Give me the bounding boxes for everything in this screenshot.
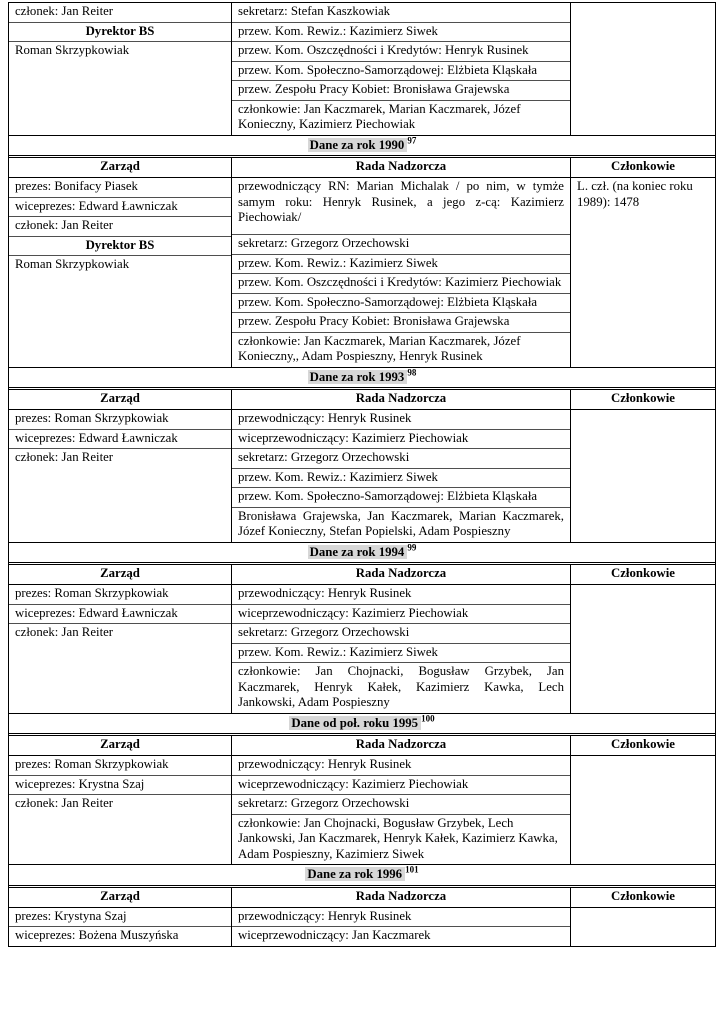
table-cell: wiceprezes: Bożena Muszyńska — [15, 928, 179, 942]
empty-cell — [571, 756, 715, 864]
table-cell: prezes: Roman Skrzypkowiak — [9, 756, 231, 776]
czlonkowie-column — [570, 908, 715, 947]
column-header-czlonkowie: Członkowie — [570, 565, 715, 584]
table-cell: członek: Jan Reiter — [15, 796, 114, 810]
column-header-rada: Rada Nadzorcza — [231, 390, 570, 409]
section-header-1995 — [9, 713, 715, 735]
table-cell: Roman Skrzypkowiak — [15, 257, 130, 271]
table-cell: przewodniczący: Henryk Rusinek — [232, 410, 570, 430]
table-cell: przew. Kom. Rewiz.: Kazimierz Siwek — [232, 644, 570, 664]
table-cell: członkowie: Jan Kaczmarek, Marian Kaczmarek, Józef Konieczny, Kazimierz Piechowiak — [238, 101, 521, 131]
table-cell: przewodniczący: Henryk Rusinek — [232, 756, 570, 776]
footnote-ref: 99 — [407, 542, 417, 553]
table-cell: wiceprezes: Krystna Szaj — [9, 776, 231, 796]
czlonkowie-column — [570, 178, 715, 367]
rada-column — [231, 178, 570, 367]
footnote-ref: 100 — [421, 713, 435, 724]
table-cell: przew. Zespołu Pracy Kobiet: Bronisława Grajewska — [232, 81, 570, 101]
zarzad-column — [9, 756, 231, 864]
table-cell: prezes: Krystyna Szaj — [9, 908, 231, 928]
table-cell: wiceprzewodniczący: Kazimierz Piechowiak — [232, 430, 570, 450]
section-header-1994 — [9, 542, 715, 564]
table-cell: sekretarz: Stefan Kaszkowiak — [232, 3, 570, 23]
rada-column — [231, 410, 570, 542]
czlonkowie-column — [570, 410, 715, 542]
rada-column — [231, 585, 570, 713]
table-cell: przewodniczący RN: Marian Michalak / po nim, w tymże samym roku: Henryk Rusinek, a jego z-cą: Kazimierz Piechowiak/ — [232, 178, 570, 235]
section-title: Dane za rok 1994 — [308, 545, 408, 559]
section-1993-body — [9, 410, 715, 542]
column-header-row — [9, 157, 715, 178]
section-1994-body — [9, 585, 715, 713]
table-cell: wiceprzewodniczący: Kazimierz Piechowiak — [232, 605, 570, 625]
section-1995-body — [9, 756, 715, 864]
table-cell: prezes: Bonifacy Piasek — [9, 178, 231, 198]
table-cell: przew. Kom. Społeczno-Samorządowej: Elżbieta Kląskała — [232, 62, 570, 82]
column-header-czlonkowie: Członkowie — [570, 888, 715, 907]
czlonkowie-column — [570, 3, 715, 135]
column-header-zarzad: Zarząd — [100, 566, 140, 580]
rada-column — [231, 908, 570, 947]
column-header-rada: Rada Nadzorcza — [231, 158, 570, 177]
table-cell: sekretarz: Grzegorz Orzechowski — [232, 235, 570, 255]
table-cell: przewodniczący: Henryk Rusinek — [232, 908, 570, 928]
column-header-rada: Rada Nadzorcza — [231, 565, 570, 584]
column-header-row — [9, 389, 715, 410]
table-cell: przew. Kom. Rewiz.: Kazimierz Siwek — [232, 255, 570, 275]
org-history-table — [8, 2, 716, 947]
document-page — [0, 2, 724, 1024]
table-cell: wiceprezes: Edward Ławniczak — [9, 605, 231, 625]
empty-cell — [571, 908, 715, 947]
section-header-1996 — [9, 864, 715, 886]
table-cell-dyrektor-bs: Dyrektor BS — [9, 237, 231, 257]
column-header-czlonkowie: Członkowie — [570, 158, 715, 177]
table-cell: członek: Jan Reiter — [9, 3, 231, 23]
section-title: Dane za rok 1993 — [308, 370, 408, 384]
table-cell: Bronisława Grajewska, Jan Kaczmarek, Marian Kaczmarek, Józef Konieczny, Stefan Popielski, Adam Pospieszny — [238, 508, 564, 538]
column-header-zarzad: Zarząd — [100, 737, 140, 751]
zarzad-column — [9, 410, 231, 542]
table-cell: sekretarz: Grzegorz Orzechowski — [232, 449, 570, 469]
table-cell: przew. Kom. Rewiz.: Kazimierz Siwek — [232, 23, 570, 43]
table-cell: wiceprezes: Edward Ławniczak — [9, 198, 231, 218]
member-count-cell: L. czł. (na koniec roku 1989): 1478 — [577, 179, 693, 209]
column-header-zarzad: Zarząd — [100, 888, 140, 903]
table-cell: członkowie: Jan Chojnacki, Bogusław Grzybek, Lech Jankowski, Jan Kaczmarek, Henryk Kałek, Kazimierz Kawka, Adam Pospieszny, Kazimierz Siwek — [238, 815, 558, 861]
table-cell: członek: Jan Reiter — [15, 450, 114, 464]
column-header-row — [9, 564, 715, 585]
table-cell: przew. Kom. Oszczędności i Kredytów: Henryk Rusinek — [232, 42, 570, 62]
table-cell: przew. Kom. Oszczędności i Kredytów: Kazimierz Piechowiak — [232, 274, 570, 294]
rada-column — [231, 756, 570, 864]
zarzad-column — [9, 178, 231, 367]
table-cell: sekretarz: Grzegorz Orzechowski — [232, 624, 570, 644]
czlonkowie-column — [570, 756, 715, 864]
table-cell: prezes: Roman Skrzypkowiak — [9, 410, 231, 430]
table-cell: przewodniczący: Henryk Rusinek — [232, 585, 570, 605]
column-header-zarzad: Zarząd — [100, 391, 140, 405]
table-cell: członek: Jan Reiter — [15, 625, 114, 639]
section-continuation-body — [9, 3, 715, 135]
table-cell: przew. Kom. Społeczno-Samorządowej: Elżbieta Kląskała — [232, 294, 570, 314]
section-title: Dane za rok 1996 — [305, 867, 405, 881]
table-cell: wiceprzewodniczący: Jan Kaczmarek — [238, 928, 431, 942]
table-cell: przew. Kom. Rewiz.: Kazimierz Siwek — [232, 469, 570, 489]
table-cell: Roman Skrzypkowiak — [15, 43, 130, 57]
table-cell: przew. Zespołu Pracy Kobiet: Bronisława Grajewska — [232, 313, 570, 333]
footnote-ref: 97 — [407, 135, 417, 146]
section-header-1993 — [9, 367, 715, 389]
column-header-czlonkowie: Członkowie — [570, 736, 715, 755]
zarzad-column — [9, 3, 231, 135]
section-1990-body — [9, 178, 715, 367]
table-cell: członek: Jan Reiter — [9, 217, 231, 237]
czlonkowie-column — [570, 585, 715, 713]
rada-column — [231, 3, 570, 135]
section-title: Dane od poł. roku 1995 — [289, 716, 421, 730]
column-header-row — [9, 887, 715, 908]
footnote-ref: 101 — [405, 864, 419, 875]
table-cell: członkowie: Jan Kaczmarek, Marian Kaczmarek, Józef Konieczny,, Adam Pospieszny, Henryk Rusinek — [238, 333, 521, 363]
section-title: Dane za rok 1990 — [308, 138, 408, 152]
empty-cell — [571, 585, 715, 713]
section-header-1990 — [9, 135, 715, 157]
zarzad-column — [9, 908, 231, 947]
table-cell: członkowie: Jan Chojnacki, Bogusław Grzybek, Jan Kaczmarek, Henryk Kałek, Kazimierz Kawka, Lech Jankowski, Adam Pospieszny — [238, 664, 564, 709]
table-cell-dyrektor-bs: Dyrektor BS — [9, 23, 231, 43]
zarzad-column — [9, 585, 231, 713]
section-1996-body — [9, 908, 715, 947]
empty-cell — [571, 410, 715, 542]
table-cell: wiceprezes: Edward Ławniczak — [9, 430, 231, 450]
footnote-ref: 98 — [407, 367, 417, 378]
table-cell: sekretarz: Grzegorz Orzechowski — [232, 795, 570, 815]
table-cell: wiceprzewodniczący: Kazimierz Piechowiak — [232, 776, 570, 796]
empty-cell — [571, 3, 715, 135]
column-header-rada: Rada Nadzorcza — [231, 736, 570, 755]
column-header-rada: Rada Nadzorcza — [231, 888, 570, 907]
column-header-zarzad: Zarząd — [100, 159, 140, 173]
column-header-row — [9, 735, 715, 756]
table-cell: prezes: Roman Skrzypkowiak — [9, 585, 231, 605]
table-cell: przew. Kom. Społeczno-Samorządowej: Elżbieta Kląskała — [232, 488, 570, 508]
column-header-czlonkowie: Członkowie — [570, 390, 715, 409]
